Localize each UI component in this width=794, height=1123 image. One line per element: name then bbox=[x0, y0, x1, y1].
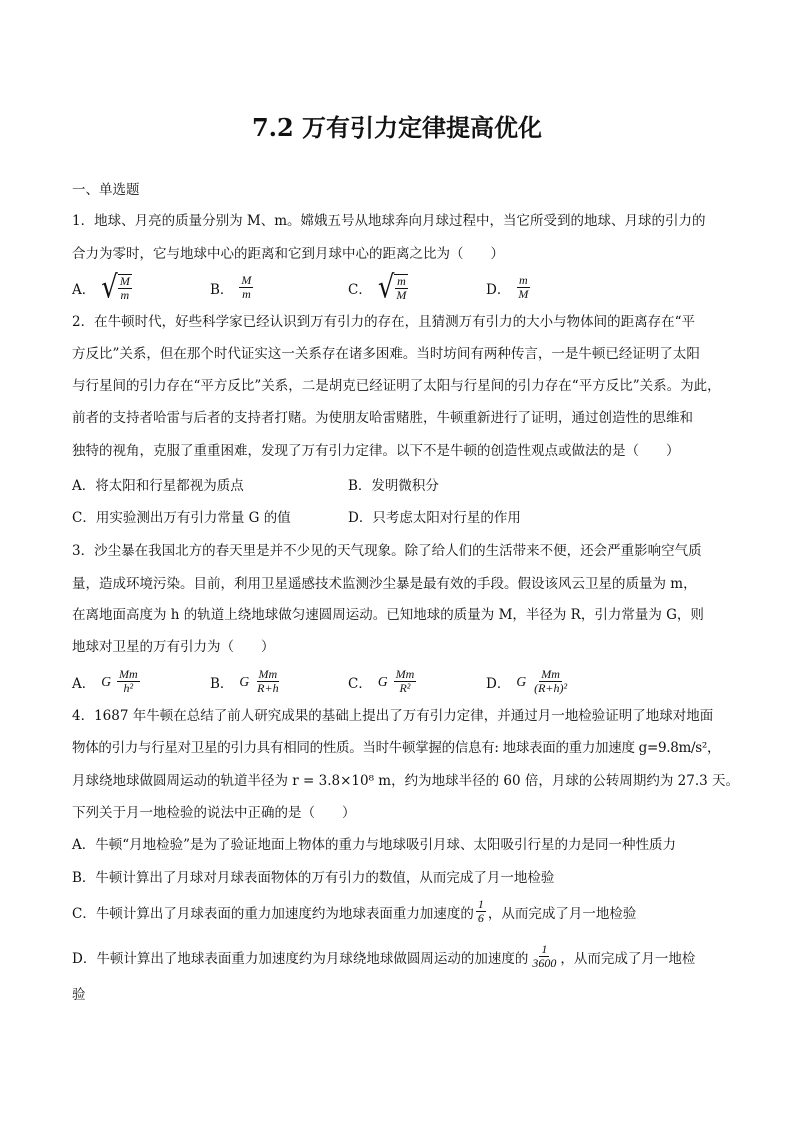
q4-option-d[interactable] bbox=[72, 943, 695, 970]
q3-option-c[interactable] bbox=[348, 668, 416, 695]
denominator: R+h bbox=[257, 681, 279, 695]
q1-line: 1．地球、月亮的质量分别为 M、m。嫦娥五号从地球奔向月球过程中，当它所受到的地球、月球的引力的 bbox=[72, 213, 706, 229]
option-label: B． bbox=[210, 675, 234, 692]
q4-option-d-wrap: 验 bbox=[72, 987, 86, 1003]
sqrt-symbol: √ $\frac{M}{m}$ bbox=[101, 270, 130, 306]
q3-line: 在离地面高度为 h 的轨道上绕地球做匀速圆周运动。已知地球的质量为 M，半径为 R，引力常量为 G，则 bbox=[72, 607, 704, 623]
q4-line: 月球绕地球做圆周运动的轨道半径为 r = 3.8×10⁸ m，约为地球半径的 60 倍，月球的公转周期约为 27.3 天。 bbox=[72, 773, 740, 789]
constant-g: G bbox=[516, 673, 527, 689]
q4-line: 物体的引力与行星对卫星的引力具有相同的性质。当时牛顿掌握的信息有: 地球表面的重力加速度 g=9.8m/s²， bbox=[72, 740, 721, 756]
q2-line: 前者的支持者哈雷与后者的支持者打赌。为使朋友哈雷赌胜，牛顿重新进行了证明，通过创造性的思维和 bbox=[72, 410, 693, 426]
denominator: h² bbox=[123, 681, 134, 695]
option-label: C． bbox=[348, 675, 372, 692]
q3-line: 地球对卫星的万有引力为（ ） bbox=[72, 639, 275, 655]
numerator: Mm bbox=[119, 667, 138, 681]
denominator: R² bbox=[399, 681, 411, 695]
option-text: ，从而完成了月一地检验 bbox=[487, 905, 637, 922]
option-label: A． bbox=[72, 282, 96, 298]
q3-line: 3．沙尘暴在我国北方的春天里是并不少见的天气现象。除了给人们的生活带来不便，还会严重影响空气质 bbox=[72, 543, 702, 559]
denominator: (R+h)² bbox=[534, 681, 568, 695]
option-label: D． bbox=[486, 281, 511, 298]
numerator: m bbox=[518, 273, 528, 287]
numerator: Mm bbox=[541, 667, 560, 681]
q2-option-b[interactable]: B．发明微积分 bbox=[348, 478, 439, 494]
denominator: 6 bbox=[477, 911, 484, 925]
option-text: D．牛顿计算出了地球表面重力加速度约为月球绕地球做圆周运动的加速度的 bbox=[72, 950, 529, 967]
numerator: m bbox=[397, 274, 406, 288]
q3-line: 量，造成环境污染。目前，利用卫星遥感技术监测沙尘暴是最有效的手段。假设该风云卫星的质量为 m， bbox=[72, 576, 697, 592]
q2-option-a[interactable]: A．将太阳和行星都视为质点 bbox=[72, 478, 244, 494]
option-label: B． bbox=[210, 281, 234, 298]
numerator: 1 bbox=[477, 897, 484, 911]
constant-g: G bbox=[239, 673, 250, 689]
option-label: C． bbox=[348, 282, 372, 298]
section-heading: 一、单选题 bbox=[72, 182, 140, 198]
page-title: 7.2 万有引力定律提高优化 bbox=[251, 113, 543, 142]
option-label: D． bbox=[486, 675, 511, 692]
q1-line: 合力为零时，它与地球中心的距离和它到月球中心的距离之比为（ ） bbox=[72, 246, 504, 262]
q1-option-b[interactable] bbox=[210, 274, 253, 301]
q4-line: 4．1687 年牛顿在总结了前人研究成果的基础上提出了万有引力定律，并通过月一地检验证明了地球对地面 bbox=[72, 708, 714, 724]
constant-g: G bbox=[101, 673, 111, 689]
numerator: Mm bbox=[395, 667, 415, 681]
denominator: m bbox=[120, 288, 130, 302]
q4-option-c[interactable] bbox=[72, 898, 636, 925]
q2-line: 与行星间的引力存在“平方反比”关系，二是胡克已经证明了太阳与行星间的引力存在“平方反比”关系。为此， bbox=[72, 378, 721, 394]
numerator: M bbox=[241, 273, 252, 287]
option-text: ，从而完成了月一地检 bbox=[560, 950, 696, 967]
q4-option-b[interactable]: B．牛顿计算出了月球对月球表面物体的万有引力的数值，从而完成了月一地检验 bbox=[72, 870, 555, 886]
q1-option-d[interactable] bbox=[486, 274, 530, 301]
numerator: 1 bbox=[541, 942, 548, 956]
q4-line: 下列关于月一地检验的说法中正确的是（ ） bbox=[72, 805, 356, 821]
q1-option-a[interactable] bbox=[72, 270, 132, 306]
q1-option-c[interactable] bbox=[348, 270, 408, 306]
constant-g: G bbox=[377, 673, 388, 689]
option-text: C．牛顿计算出了月球表面的重力加速度约为地球表面重力加速度的 bbox=[72, 905, 474, 922]
numerator: Mm bbox=[258, 667, 278, 681]
q2-option-d[interactable]: D．只考虑太阳对行星的作用 bbox=[348, 510, 521, 526]
q2-line: 独特的视角，克服了重重困难，发现了万有引力定律。以下不是牛顿的创造性观点或做法的是（ ） bbox=[72, 443, 680, 459]
sqrt-symbol: √ $\frac{m}{M}$ bbox=[377, 270, 407, 306]
q2-line: 方反比”关系，但在那个时代证实这一关系存在诸多困难。当时坊间有两种传言，一是牛顿已经证明了太阳 bbox=[72, 346, 700, 362]
q3-option-d[interactable] bbox=[486, 668, 569, 695]
denominator: M bbox=[396, 288, 407, 302]
denominator: M bbox=[518, 287, 529, 301]
q2-option-c[interactable]: C．用实验测出万有引力常量 G 的值 bbox=[72, 510, 291, 526]
denominator: 3600 bbox=[532, 956, 557, 970]
numerator: M bbox=[119, 274, 130, 288]
q3-option-b[interactable] bbox=[210, 668, 281, 695]
denominator: m bbox=[242, 287, 251, 301]
option-label: A． bbox=[72, 675, 96, 692]
q4-option-a[interactable]: A．牛顿“月地检验”是为了验证地面上物体的重力与地球吸引月球、太阳吸引行星的力是同一种性质力 bbox=[72, 837, 677, 853]
q2-line: 2．在牛顿时代，好些科学家已经认识到万有引力的存在，且猜测万有引力的大小与物体间的距离存在“平 bbox=[72, 314, 695, 330]
q3-option-a[interactable] bbox=[72, 668, 140, 695]
